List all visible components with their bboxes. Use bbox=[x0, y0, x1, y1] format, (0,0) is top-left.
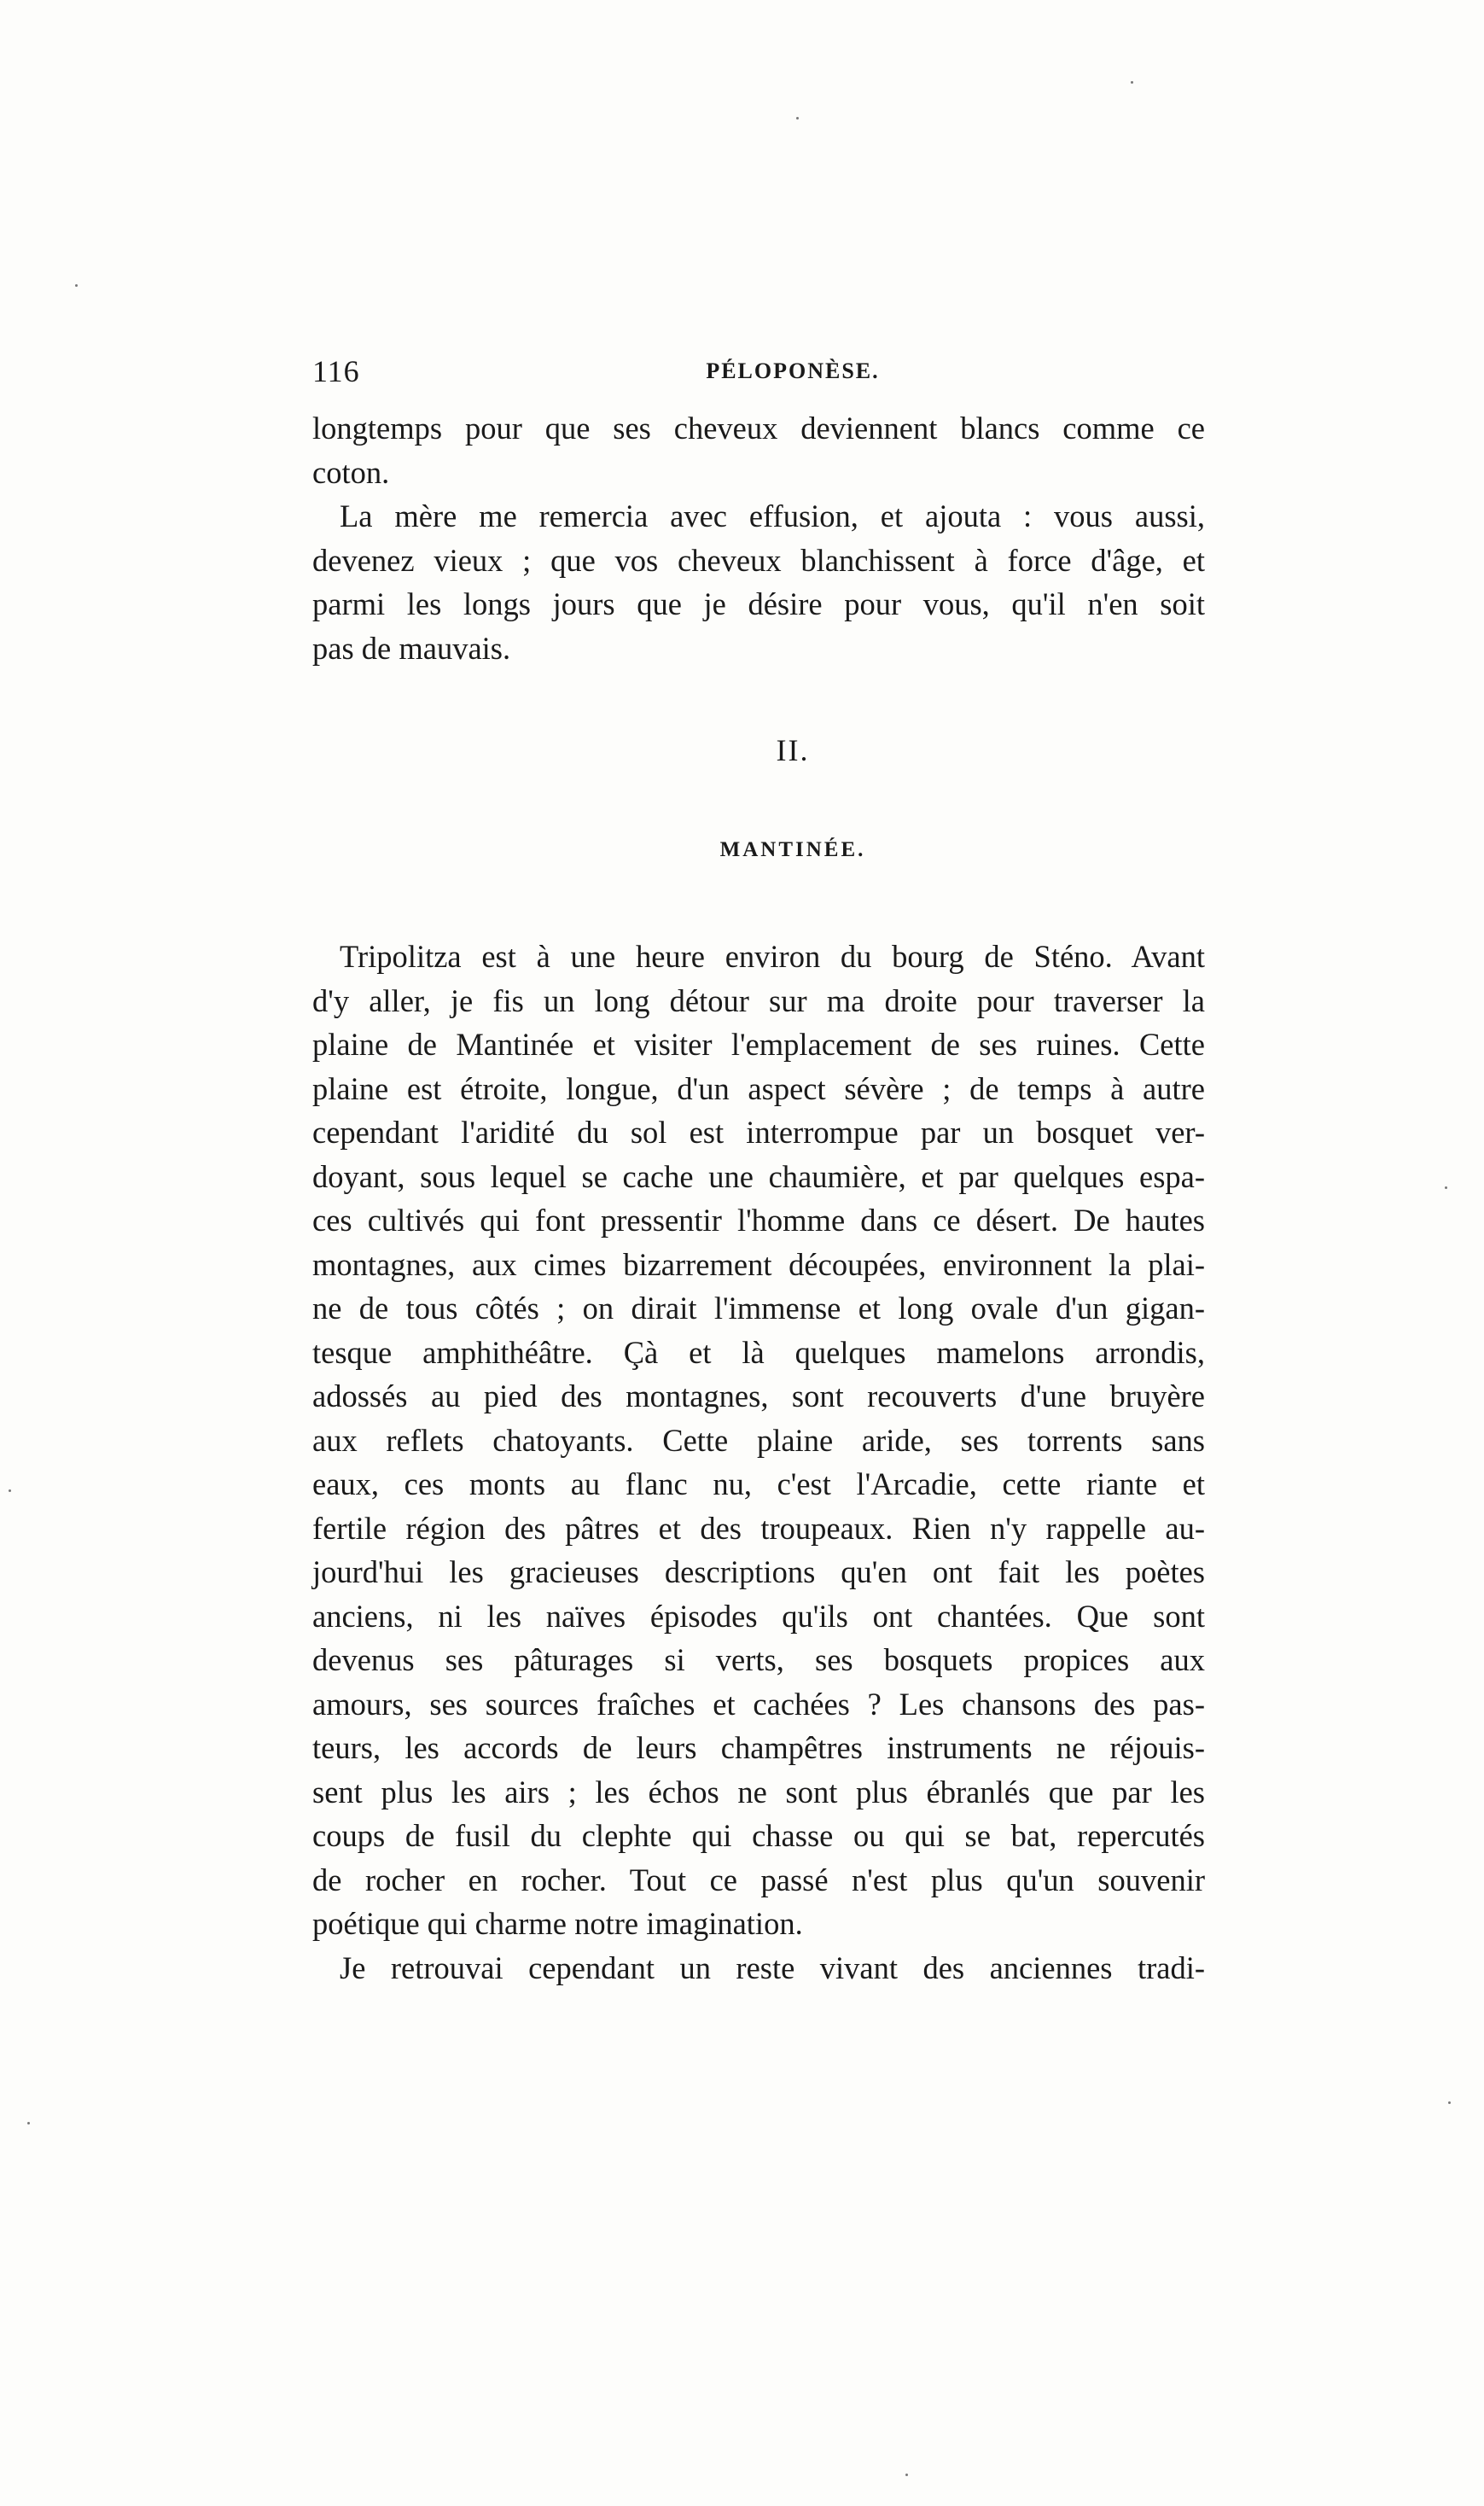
paragraph bbox=[312, 406, 1205, 494]
scan-speck bbox=[796, 117, 799, 119]
text-line: La mère me remercia avec effusion, et ajouta : vous aussi, bbox=[340, 498, 1205, 533]
text-line: longtemps pour que ses cheveux deviennent blancs comme ce bbox=[312, 411, 1205, 446]
text-line: plaine de Mantinée et visiter l'emplacement de ses ruines. Cette bbox=[312, 1027, 1205, 1062]
text-line: devenus ses pâturages si verts, ses bosquets propices aux bbox=[312, 1642, 1205, 1677]
scan-speck bbox=[905, 2474, 908, 2476]
scan-speck bbox=[9, 1489, 11, 1492]
paragraph bbox=[312, 494, 1205, 670]
text-line: poétique qui charme notre imagination. bbox=[312, 1906, 803, 1941]
text-line: amours, ses sources fraîches et cachées ? Les chansons des pas- bbox=[312, 1686, 1205, 1722]
text-line: ne de tous côtés ; on dirait l'immense et long ovale d'un gigan- bbox=[312, 1291, 1205, 1326]
text-line: d'y aller, je fis un long détour sur ma droite pour traverser la bbox=[312, 982, 1205, 1018]
running-title: PÉLOPONÈSE. bbox=[706, 358, 880, 383]
paragraph bbox=[312, 935, 1205, 1946]
section-numeral: II. bbox=[776, 733, 810, 767]
text-line: Je retrouvai cependant un reste vivant des anciennes tradi- bbox=[340, 1949, 1205, 1985]
paragraph bbox=[312, 1946, 1205, 1990]
scan-speck bbox=[27, 2122, 30, 2124]
text-line: coups de fusil du clephte qui chasse ou qui se bat, repercutés bbox=[312, 1818, 1205, 1853]
scan-speck bbox=[75, 284, 78, 287]
text-line: montagnes, aux cimes bizarrement découpées, environnent la plai- bbox=[312, 1246, 1205, 1282]
text-line: cependant l'aridité du sol est interrompue par un bosquet ver- bbox=[312, 1115, 1205, 1150]
text-line: aux reflets chatoyants. Cette plaine aride, ses torrents sans bbox=[312, 1422, 1205, 1458]
page-number: 116 bbox=[312, 354, 360, 388]
text-line: pas de mauvais. bbox=[312, 630, 511, 666]
text-line: ces cultivés qui font pressentir l'homme dans ce désert. De hautes bbox=[312, 1203, 1205, 1238]
section-title: MANTINÉE. bbox=[719, 838, 866, 861]
text-line: eaux, ces monts au flanc nu, c'est l'Arcadie, cette riante et bbox=[312, 1466, 1205, 1501]
top-text bbox=[312, 406, 1205, 670]
page-header bbox=[312, 353, 1205, 398]
text-line: sent plus les airs ; les échos ne sont plus ébranlés que par les bbox=[312, 1774, 1205, 1810]
text-line: de rocher en rocher. Tout ce passé n'est plus qu'un souvenir bbox=[312, 1862, 1205, 1897]
text-line: fertile région des pâtres et des troupeaux. Rien n'y rappelle au- bbox=[312, 1510, 1205, 1546]
text-line: Tripolitza est à une heure environ du bourg de Sténo. Avant bbox=[340, 939, 1205, 974]
text-line: adossés au pied des montagnes, sont recouverts d'une bruyère bbox=[312, 1378, 1205, 1413]
text-line: plaine est étroite, longue, d'un aspect sévère ; de temps à autre bbox=[312, 1070, 1205, 1106]
body-text bbox=[312, 935, 1205, 1990]
text-line: anciens, ni les naïves épisodes qu'ils ont chantées. Que sont bbox=[312, 1598, 1205, 1634]
text-line: parmi les longs jours que je désire pour vous, qu'il n'en soit bbox=[312, 586, 1205, 621]
text-line: devenez vieux ; que vos cheveux blanchissent à force d'âge, et bbox=[312, 542, 1205, 578]
text-line: jourd'hui les gracieuses descriptions qu'en ont fait les poètes bbox=[312, 1554, 1205, 1589]
scan-speck bbox=[1131, 81, 1133, 84]
text-line: coton. bbox=[312, 454, 390, 490]
text-line: tesque amphithéâtre. Çà et là quelques mamelons arrondis, bbox=[312, 1334, 1205, 1370]
text-line: doyant, sous lequel se cache une chaumière, et par quelques espa- bbox=[312, 1158, 1205, 1194]
scan-speck bbox=[1445, 1186, 1447, 1189]
text-line: teurs, les accords de leurs champêtres instruments ne réjouis- bbox=[312, 1730, 1205, 1765]
scan-speck bbox=[1448, 2101, 1451, 2104]
